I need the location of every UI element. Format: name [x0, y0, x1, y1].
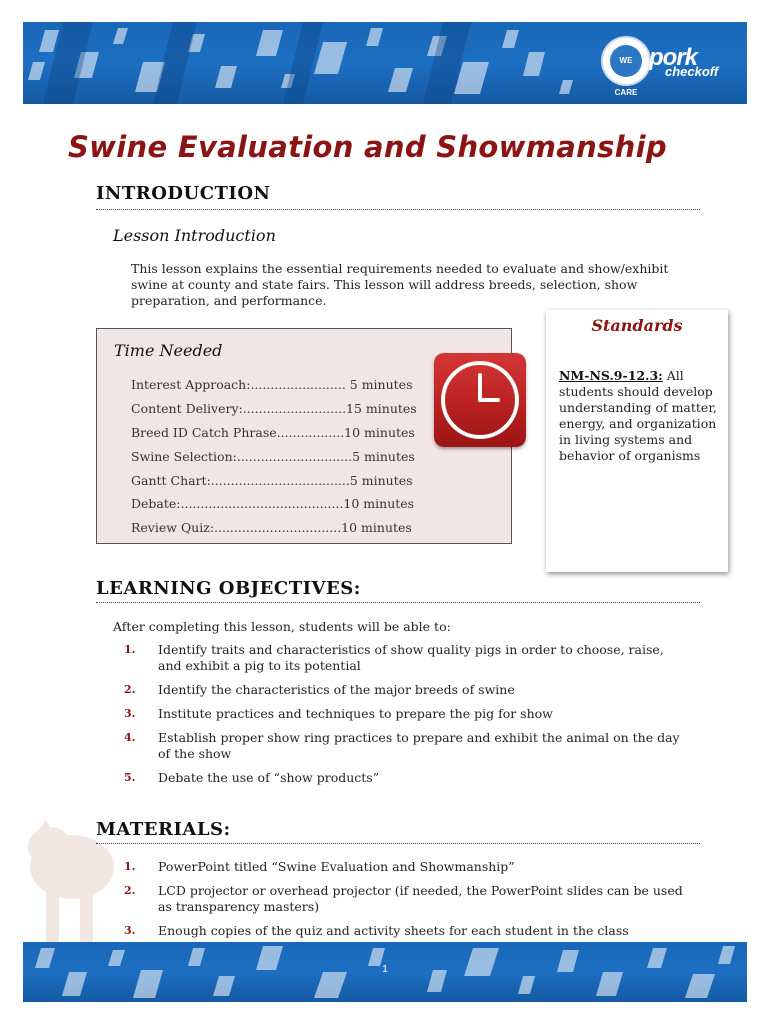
header-banner — [23, 22, 747, 104]
list-text: Debate the use of “show products” — [158, 770, 380, 785]
standards-description: All students should develop understanding of matter, energy, and organization in living systems and behavior of organisms — [559, 368, 717, 463]
pork-logo-line2: checkoff — [665, 64, 719, 79]
time-row-gantt-chart: Gantt Chart:...................................5 minutes — [131, 473, 413, 488]
list-text: Identify traits and characteristics of show quality pigs in order to choose, raise, and exhibit a pig to its potential — [158, 642, 664, 673]
learning-objectives-heading: LEARNING OBJECTIVES: — [96, 578, 361, 599]
list-text: PowerPoint titled “Swine Evaluation and Showmanship” — [158, 859, 515, 874]
lesson-introduction-heading: Lesson Introduction — [113, 226, 276, 245]
list-number: 5. — [124, 771, 136, 784]
list-number: 2. — [124, 884, 136, 897]
introduction-heading: INTRODUCTION — [96, 183, 271, 204]
standards-code: NM-NS.9-12.3: — [559, 368, 663, 383]
time-needed-heading: Time Needed — [114, 341, 223, 360]
list-number: 4. — [124, 731, 136, 744]
page-number: 1 — [382, 964, 388, 975]
time-row-interest-approach: Interest Approach:........................ 5 minutes — [131, 377, 413, 392]
list-number: 3. — [124, 707, 136, 720]
time-row-breed-id: Breed ID Catch Phrase.................10 minutes — [131, 425, 415, 440]
standards-box — [546, 310, 728, 572]
list-text: Institute practices and techniques to prepare the pig for show — [158, 706, 553, 721]
materials-rule — [96, 843, 700, 844]
learning-objectives-intro: After completing this lesson, students will be able to: — [113, 619, 451, 634]
document-title: Swine Evaluation and Showmanship — [68, 130, 667, 164]
we-care-logo-text: WE CARE — [610, 45, 642, 77]
materials-heading: MATERIALS: — [96, 819, 231, 840]
list-text: LCD projector or overhead projector (if needed, the PowerPoint slides can be used as transparency masters) — [158, 883, 683, 914]
time-row-content-delivery: Content Delivery:..........................15 minutes — [131, 401, 417, 416]
list-number: 2. — [124, 683, 136, 696]
pork-checkoff-logo — [649, 46, 741, 86]
learning-objectives-rule — [96, 602, 700, 603]
time-row-debate: Debate:.........................................10 minutes — [131, 496, 415, 511]
list-number: 1. — [124, 643, 136, 656]
time-row-swine-selection: Swine Selection:.............................5 minutes — [131, 449, 415, 464]
clock-icon — [434, 353, 526, 447]
pork-logo-line1: pork — [649, 44, 698, 71]
standards-heading: Standards — [591, 316, 683, 335]
list-text: Identify the characteristics of the major breeds of swine — [158, 682, 515, 697]
list-number: 1. — [124, 860, 136, 873]
standards-text-block — [559, 368, 721, 464]
we-care-logo — [601, 36, 651, 97]
list-text: Enough copies of the quiz and activity sheets for each student in the class — [158, 923, 629, 938]
introduction-rule — [96, 209, 700, 210]
list-text: Establish proper show ring practices to prepare and exhibit the animal on the day of the show — [158, 730, 680, 761]
lesson-introduction-text: This lesson explains the essential requirements needed to evaluate and show/exhibit swine at county and state fairs. This lesson will address breeds, selection, show preparation, and performance. — [131, 261, 669, 308]
footer-banner — [23, 942, 747, 1002]
time-row-review-quiz: Review Quiz:................................10 minutes — [131, 520, 412, 535]
list-number: 3. — [124, 924, 136, 937]
